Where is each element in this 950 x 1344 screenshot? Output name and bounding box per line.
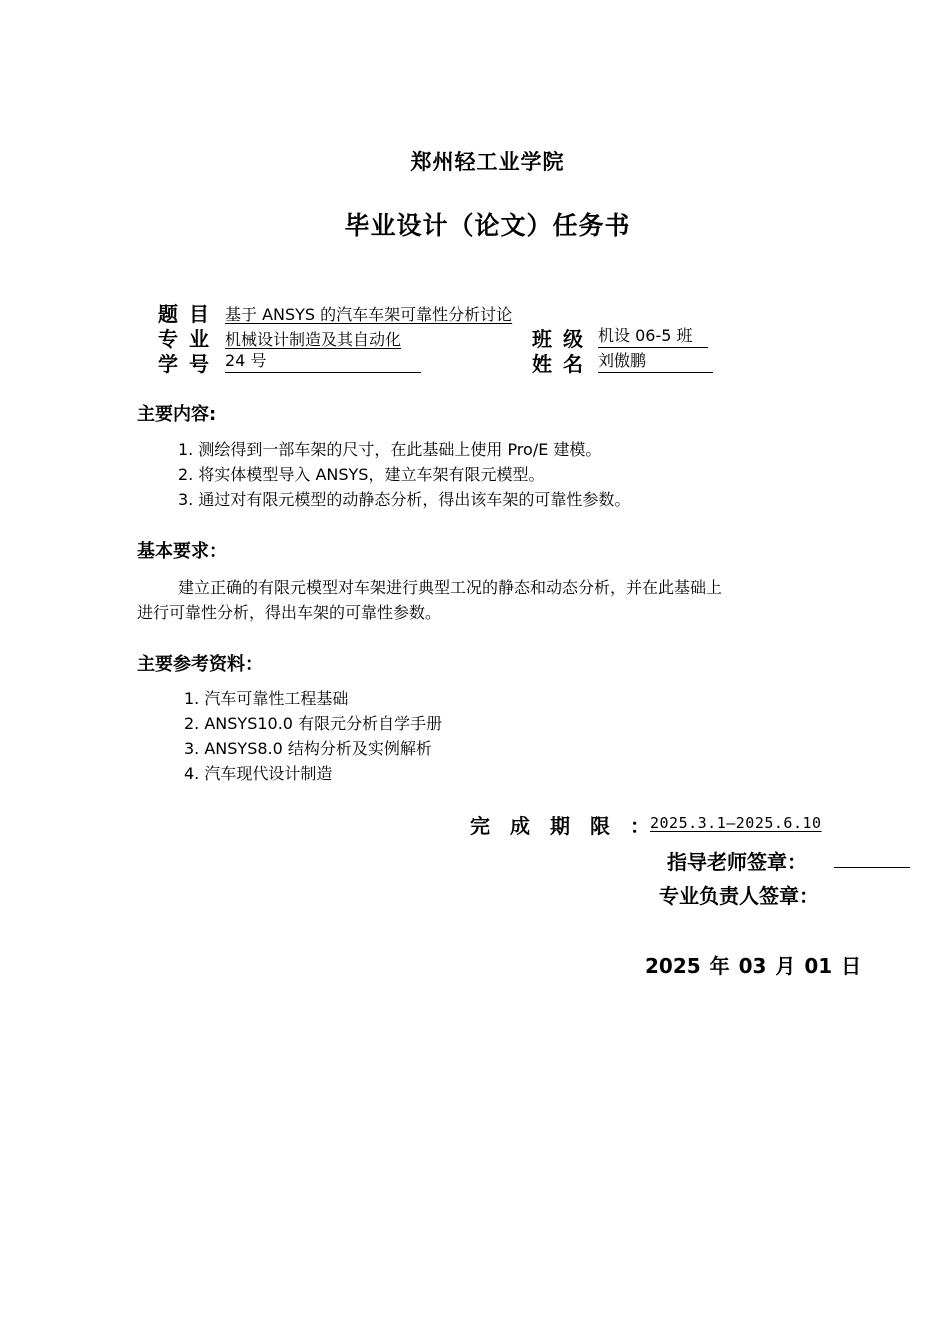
class-label: 班 级 — [532, 327, 585, 351]
advisor-sign-label: 指导老师签章： — [667, 850, 807, 874]
list-item: 2. 将实体模型导入 ANSYS，建立车架有限元模型。 — [178, 465, 545, 484]
deadline-value: 2025.3.1—2025.6.10 — [650, 814, 822, 832]
school-name: 郑州轻工业学院 — [410, 149, 565, 174]
document-title: 毕业设计（论文）任务书 — [344, 211, 631, 240]
requirements-line-1: 建立正确的有限元模型对车架进行典型工况的静态和动态分析，并在此基础上 — [178, 578, 723, 597]
class-value: 机设 06-5 班 — [598, 326, 708, 348]
main-content-heading: 主要内容: — [137, 404, 217, 425]
student-id-value: 24 号 — [225, 351, 421, 373]
major-label: 专 业 — [158, 327, 211, 351]
document-date: 2025 年 03 月 01 日 — [645, 954, 862, 978]
list-item: 1. 测绘得到一部车架的尺寸，在此基础上使用 Pro/E 建模。 — [178, 440, 602, 459]
head-sign-label: 专业负责人签章： — [659, 884, 819, 908]
list-item: 3. 通过对有限元模型的动静态分析，得出该车架的可靠性参数。 — [178, 490, 631, 509]
advisor-sign-line — [834, 847, 910, 868]
student-id-label: 学 号 — [158, 352, 211, 376]
requirements-line-2: 进行可靠性分析，得出车架的可靠性参数。 — [137, 603, 442, 622]
topic-value: 基于 ANSYS 的汽车车架可靠性分析讨论 — [225, 305, 513, 324]
references-heading: 主要参考资料： — [137, 654, 263, 675]
name-label: 姓 名 — [532, 352, 585, 376]
reference-item: 3. ANSYS8.0 结构分析及实例解析 — [184, 739, 432, 758]
reference-item: 1. 汽车可靠性工程基础 — [184, 689, 349, 708]
topic-label: 题 目 — [158, 302, 211, 326]
deadline-label: 完成期限： — [470, 814, 670, 838]
reference-item: 4. 汽车现代设计制造 — [184, 764, 333, 783]
reference-item: 2. ANSYS10.0 有限元分析自学手册 — [184, 714, 443, 733]
major-value: 机械设计制造及其自动化 — [225, 330, 402, 349]
name-value: 刘傲鹏 — [598, 351, 713, 373]
requirements-heading: 基本要求： — [137, 541, 227, 562]
